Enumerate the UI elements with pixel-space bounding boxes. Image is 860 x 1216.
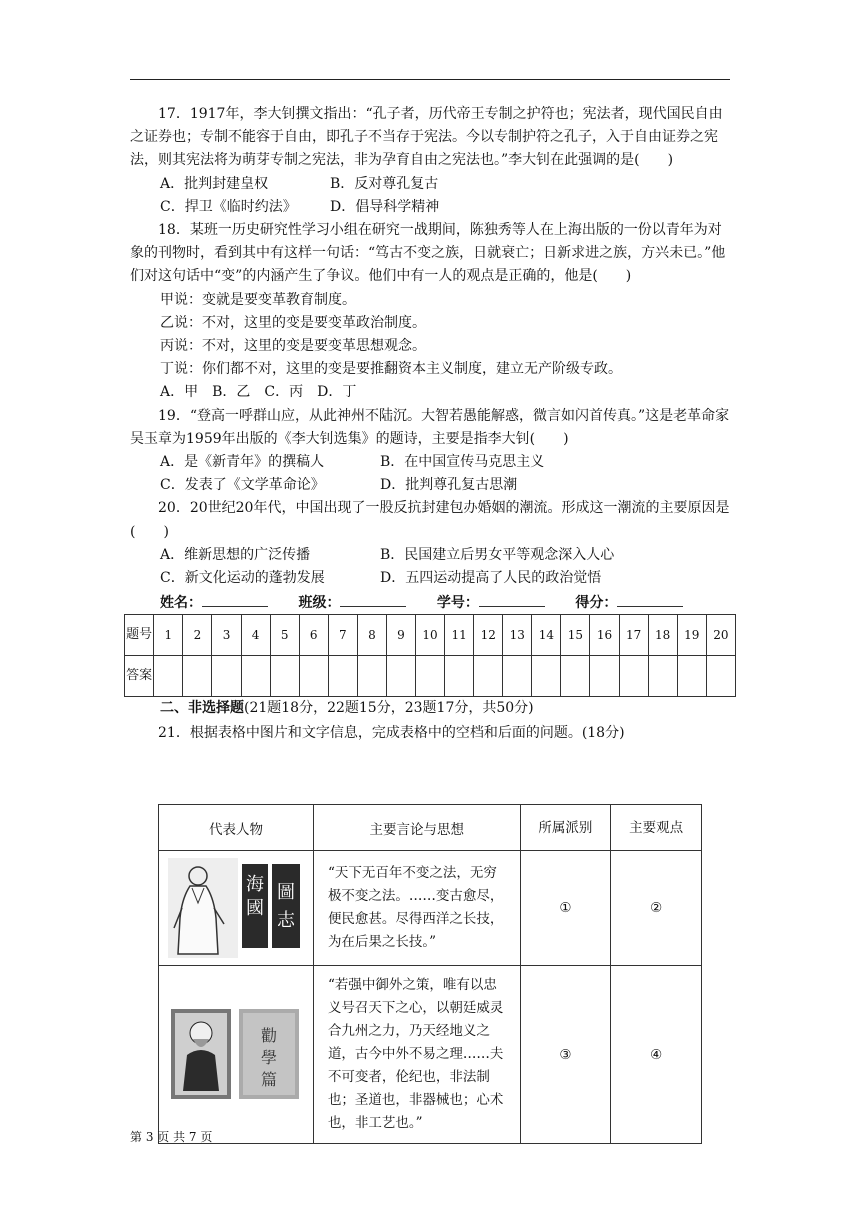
statement-ding: 丁说：你们都不对，这里的变是要推翻资本主义制度，建立无产阶级专政。 [160, 361, 622, 378]
class-field[interactable] [340, 592, 406, 607]
answer-cell[interactable] [474, 656, 503, 697]
answer-cell[interactable] [386, 656, 415, 697]
option-17a[interactable]: A．批判封建皇权 [160, 175, 269, 192]
zhang-zhidong-portrait [171, 1005, 301, 1105]
blank-4[interactable]: ④ [611, 966, 702, 1144]
quote-2: “若强中御外之策，唯有以忠义号召天下之心，以朝廷威灵合九州之力，乃天经地义之道，古今中外不易之理……夫不可变者，伦纪也，非法制也；圣道也，非器械也；心术也，非工艺也。” [313, 966, 520, 1144]
answer-row [125, 656, 736, 697]
option-19c[interactable]: C．发表了《文学革命论》 [160, 477, 325, 494]
answer-number: 10 [416, 615, 445, 656]
option-17b[interactable]: B．反对尊孔复古 [330, 175, 439, 192]
main-content [126, 103, 730, 746]
question-20-options-row2 [130, 567, 730, 590]
q21-row-2 [159, 966, 702, 1144]
answer-number: 1 [154, 615, 183, 656]
book-char-4: 志 [276, 910, 295, 931]
wei-yuan-portrait [168, 858, 304, 958]
statement-bing: 丙说：不对，这里的变是要变革思想观念。 [160, 338, 426, 355]
book-char-1: 海 [245, 874, 264, 895]
id-label: 学号： [436, 595, 479, 612]
option-19b[interactable]: B．在中国宣传马克思主义 [380, 454, 545, 471]
answer-number: 13 [503, 615, 532, 656]
q21-row-1 [159, 851, 702, 966]
option-20c[interactable]: C．新文化运动的蓬勃发展 [160, 570, 325, 587]
book-char-5: 勸 [260, 1025, 277, 1045]
score-label: 得分： [575, 595, 618, 612]
answer-number: 14 [532, 615, 561, 656]
header-representative: 代表人物 [159, 805, 314, 851]
book-char-2: 國 [245, 898, 264, 919]
blank-3[interactable]: ③ [520, 966, 611, 1144]
answer-number: 17 [619, 615, 648, 656]
answer-number: 12 [474, 615, 503, 656]
answer-number: 9 [386, 615, 415, 656]
answer-number: 15 [561, 615, 590, 656]
answer-cell[interactable] [416, 656, 445, 697]
option-17d[interactable]: D．倡导科学精神 [330, 198, 440, 215]
portrait-illustration-2 [171, 1005, 301, 1105]
question-19-text: 19．“登高一呼群山应，从此神州不陆沉。大智若愚能解惑，微言如闪首传真。”这是老革命家吴玉章为1959年出版的《李大钊选集》的题诗，主要是指李大钊( ) [130, 407, 730, 447]
answer-number: 2 [183, 615, 212, 656]
header-viewpoint: 主要观点 [611, 805, 702, 851]
answer-cell[interactable] [154, 656, 183, 697]
section-2-note: (21题18分，22题15分，23题17分，共50分) [244, 700, 534, 717]
answer-cell[interactable] [561, 656, 590, 697]
portrait-cell-1 [159, 851, 314, 966]
answer-cell[interactable] [590, 656, 619, 697]
answer-number: 18 [648, 615, 677, 656]
answer-number: 11 [445, 615, 474, 656]
question-number-row [125, 615, 736, 656]
answer-table [124, 614, 736, 697]
answer-number: 3 [212, 615, 241, 656]
option-20d[interactable]: D．五四运动提高了人民的政治觉悟 [380, 570, 602, 587]
header-speech: 主要言论与思想 [313, 805, 520, 851]
question-21-text: 21．根据表格中图片和文字信息，完成表格中的空档和后面的问题。(18分) [158, 725, 625, 742]
answer-cell[interactable] [706, 656, 735, 697]
answer-cell[interactable] [183, 656, 212, 697]
answer-number: 19 [677, 615, 706, 656]
quote-1: “天下无百年不变之法，无穷极不变之法。……变古愈尽，便民愈甚。尽得西洋之长技，为在后果之长技。” [313, 851, 520, 966]
header-rule [130, 79, 730, 80]
answer-cell[interactable] [619, 656, 648, 697]
name-field[interactable] [202, 592, 268, 607]
answer-number: 20 [706, 615, 735, 656]
question-17-text: 17．1917年，李大钊撰文指出：“孔子者，历代帝王专制之护符也；宪法者，现代国民自由之证券也；专制不能容于自由，即孔子不当存于宪法。今以专制护符之孔子，入于自由证券之宪法，则其宪法将为萌芽专制之宪法，非为孕育自由之宪法也。”李大钊在此强调的是( ) [130, 106, 723, 169]
option-20b[interactable]: B．民国建立后男女平等观念深入人心 [380, 546, 615, 563]
portrait-illustration-1 [168, 858, 304, 958]
book-char-7: 篇 [260, 1069, 277, 1089]
answer-number: 6 [299, 615, 328, 656]
question-17-options-row2 [130, 196, 730, 219]
option-20a[interactable]: A．维新思想的广泛传播 [160, 546, 311, 563]
answer-number: 4 [241, 615, 270, 656]
question-20-options-row1 [130, 544, 730, 567]
option-19a[interactable]: A．是《新青年》的撰稿人 [160, 454, 325, 471]
portrait-cell-2 [159, 966, 314, 1144]
section-2-title: 二、非选择题 [160, 700, 244, 717]
answer-cell[interactable] [445, 656, 474, 697]
answer-cell[interactable] [212, 656, 241, 697]
answer-number: 16 [590, 615, 619, 656]
answer-number: 7 [328, 615, 357, 656]
question-20-text: 20．20世纪20年代，中国出现了一股反抗封建包办婚姻的潮流。形成这一潮流的主要原因是( ) [130, 500, 730, 540]
question-18-text: 18．某班一历史研究性学习小组在研究一战期间，陈独秀等人在上海出版的一份以青年为对象的刊物时，看到其中有这样一句话：“笃古不变之族，日就衰亡；日新求进之族，方兴未已。”他们对这句话中“变”的内涵产生了争议。他们中有一人的观点是正确的，他是( ) [130, 222, 726, 285]
student-info-row [130, 592, 730, 612]
page-footer: 第 3 页 共 7 页 [130, 1130, 213, 1144]
row-header-answer: 答案 [125, 656, 154, 697]
answer-cell[interactable] [648, 656, 677, 697]
section-2-heading [130, 697, 730, 720]
answer-cell[interactable] [357, 656, 386, 697]
name-label: 姓名： [160, 595, 202, 612]
answer-cell[interactable] [677, 656, 706, 697]
blank-1[interactable]: ① [520, 851, 611, 966]
answer-number: 5 [270, 615, 299, 656]
q21-header-row [159, 805, 702, 851]
question-18-options[interactable]: A．甲 B．乙 C．丙 D．丁 [160, 384, 357, 401]
answer-cell[interactable] [503, 656, 532, 697]
question-21-table [158, 804, 702, 1144]
class-label: 班级： [298, 595, 341, 612]
answer-cell[interactable] [532, 656, 561, 697]
question-17-options-row1 [130, 173, 730, 196]
row-header-number: 题号 [125, 615, 154, 656]
option-19d[interactable]: D．批判尊孔复古思潮 [380, 477, 518, 494]
question-19-options-row1 [130, 451, 730, 474]
header-faction: 所属派别 [520, 805, 611, 851]
answer-cell[interactable] [241, 656, 270, 697]
score-field[interactable] [617, 592, 683, 607]
answer-cell[interactable] [299, 656, 328, 697]
answer-cell[interactable] [328, 656, 357, 697]
answer-cell[interactable] [270, 656, 299, 697]
answer-number: 8 [357, 615, 386, 656]
id-field[interactable] [479, 592, 545, 607]
question-19-options-row2 [130, 474, 730, 497]
book-char-6: 學 [260, 1047, 277, 1067]
book-char-3: 圖 [276, 882, 295, 903]
statement-jia: 甲说：变就是要变革教育制度。 [160, 291, 356, 308]
statement-yi: 乙说：不对，这里的变是要变革政治制度。 [160, 314, 426, 331]
blank-2[interactable]: ② [611, 851, 702, 966]
option-17c[interactable]: C．捍卫《临时约法》 [160, 198, 297, 215]
